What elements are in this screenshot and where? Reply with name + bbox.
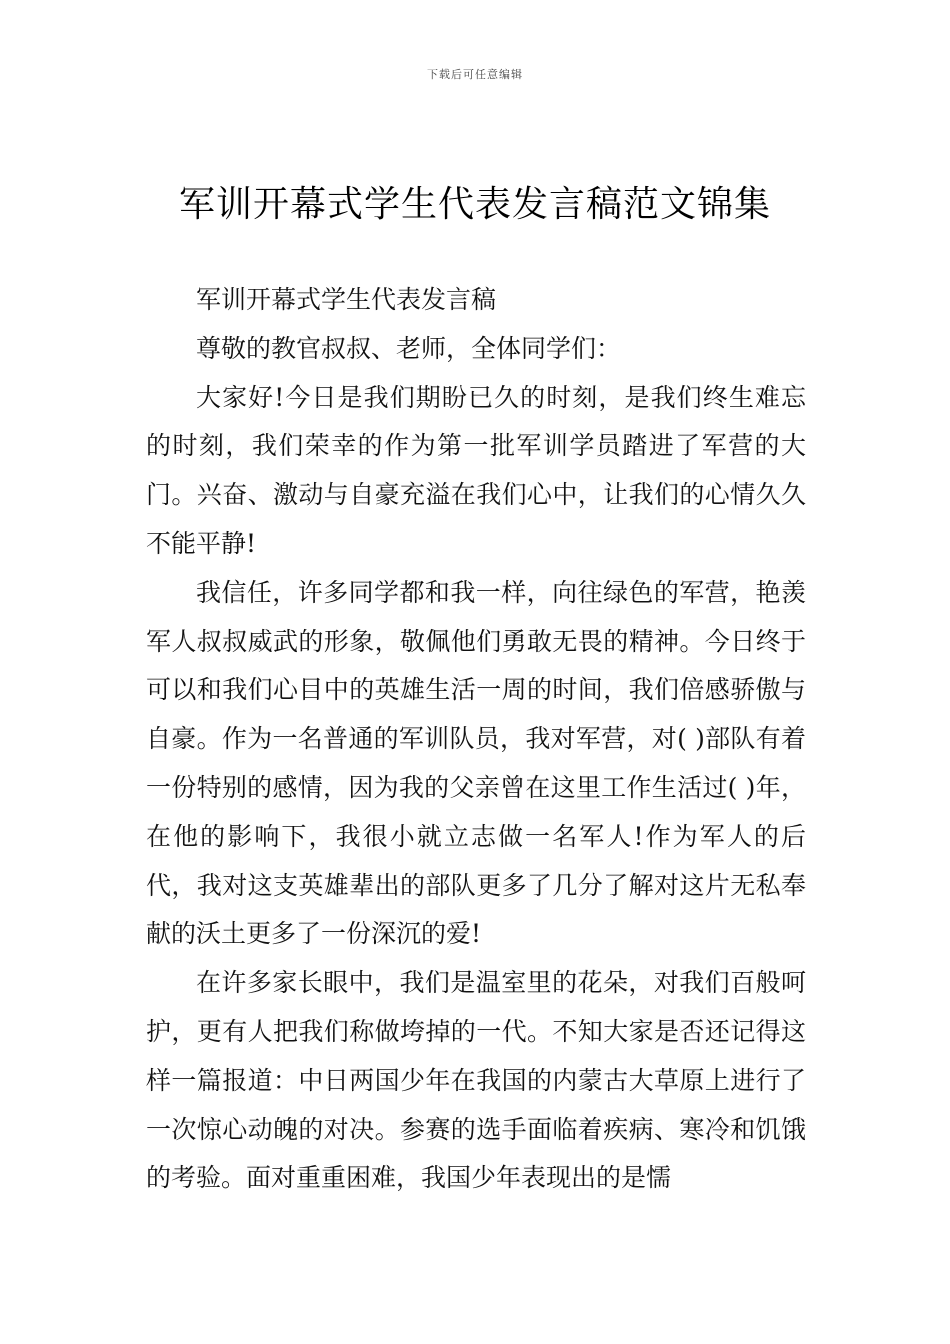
document-body bbox=[146, 276, 806, 1203]
document-title: 军训开幕式学生代表发言稿范文锦集 bbox=[178, 184, 771, 225]
header-note: 下载后可任意编辑 bbox=[427, 68, 523, 81]
paragraph-salutation: 尊敬的教官叔叔、老师，全体同学们： bbox=[196, 333, 622, 363]
paragraph: 大家好!今日是我们期盼已久的时刻，是我们终生难忘的时刻，我们荣幸的作为第一批军训学员踏进了军营的大门。兴奋、激动与自豪充溢在我们心中，让我们的心情久久不能平静! bbox=[146, 382, 806, 558]
paragraph-subtitle: 军训开幕式学生代表发言稿 bbox=[196, 285, 497, 314]
paragraph: 我信任，许多同学都和我一样，向往绿色的军营，艳羡军人叔叔威武的形象，敬佩他们勇敢无畏的精神。今日终于可以和我们心目中的英雄生活一周的时间，我们倍感骄傲与自豪。作为一名普通的军训队员，我对军营，对( )部队有着一份特别的感情，因为我的父亲曾在这里工作生活过( )年，在他的影响下，我很小就立志做一名军人!作为军人的后代，我对这支英雄辈出的部队更多了几分了解对这片无私奉献的沃土更多了一份深沉的爱! bbox=[146, 577, 806, 949]
paragraph: 在许多家长眼中，我们是温室里的花朵，对我们百般呵护，更有人把我们称做垮掉的一代。不知大家是否还记得这样一篇报道：中日两国少年在我国的内蒙古大草原上进行了一次惊心动魄的对决。参赛的选手面临着疾病、寒冷和饥饿的考验。面对重重困难，我国少年表现出的是懦 bbox=[146, 968, 806, 1193]
